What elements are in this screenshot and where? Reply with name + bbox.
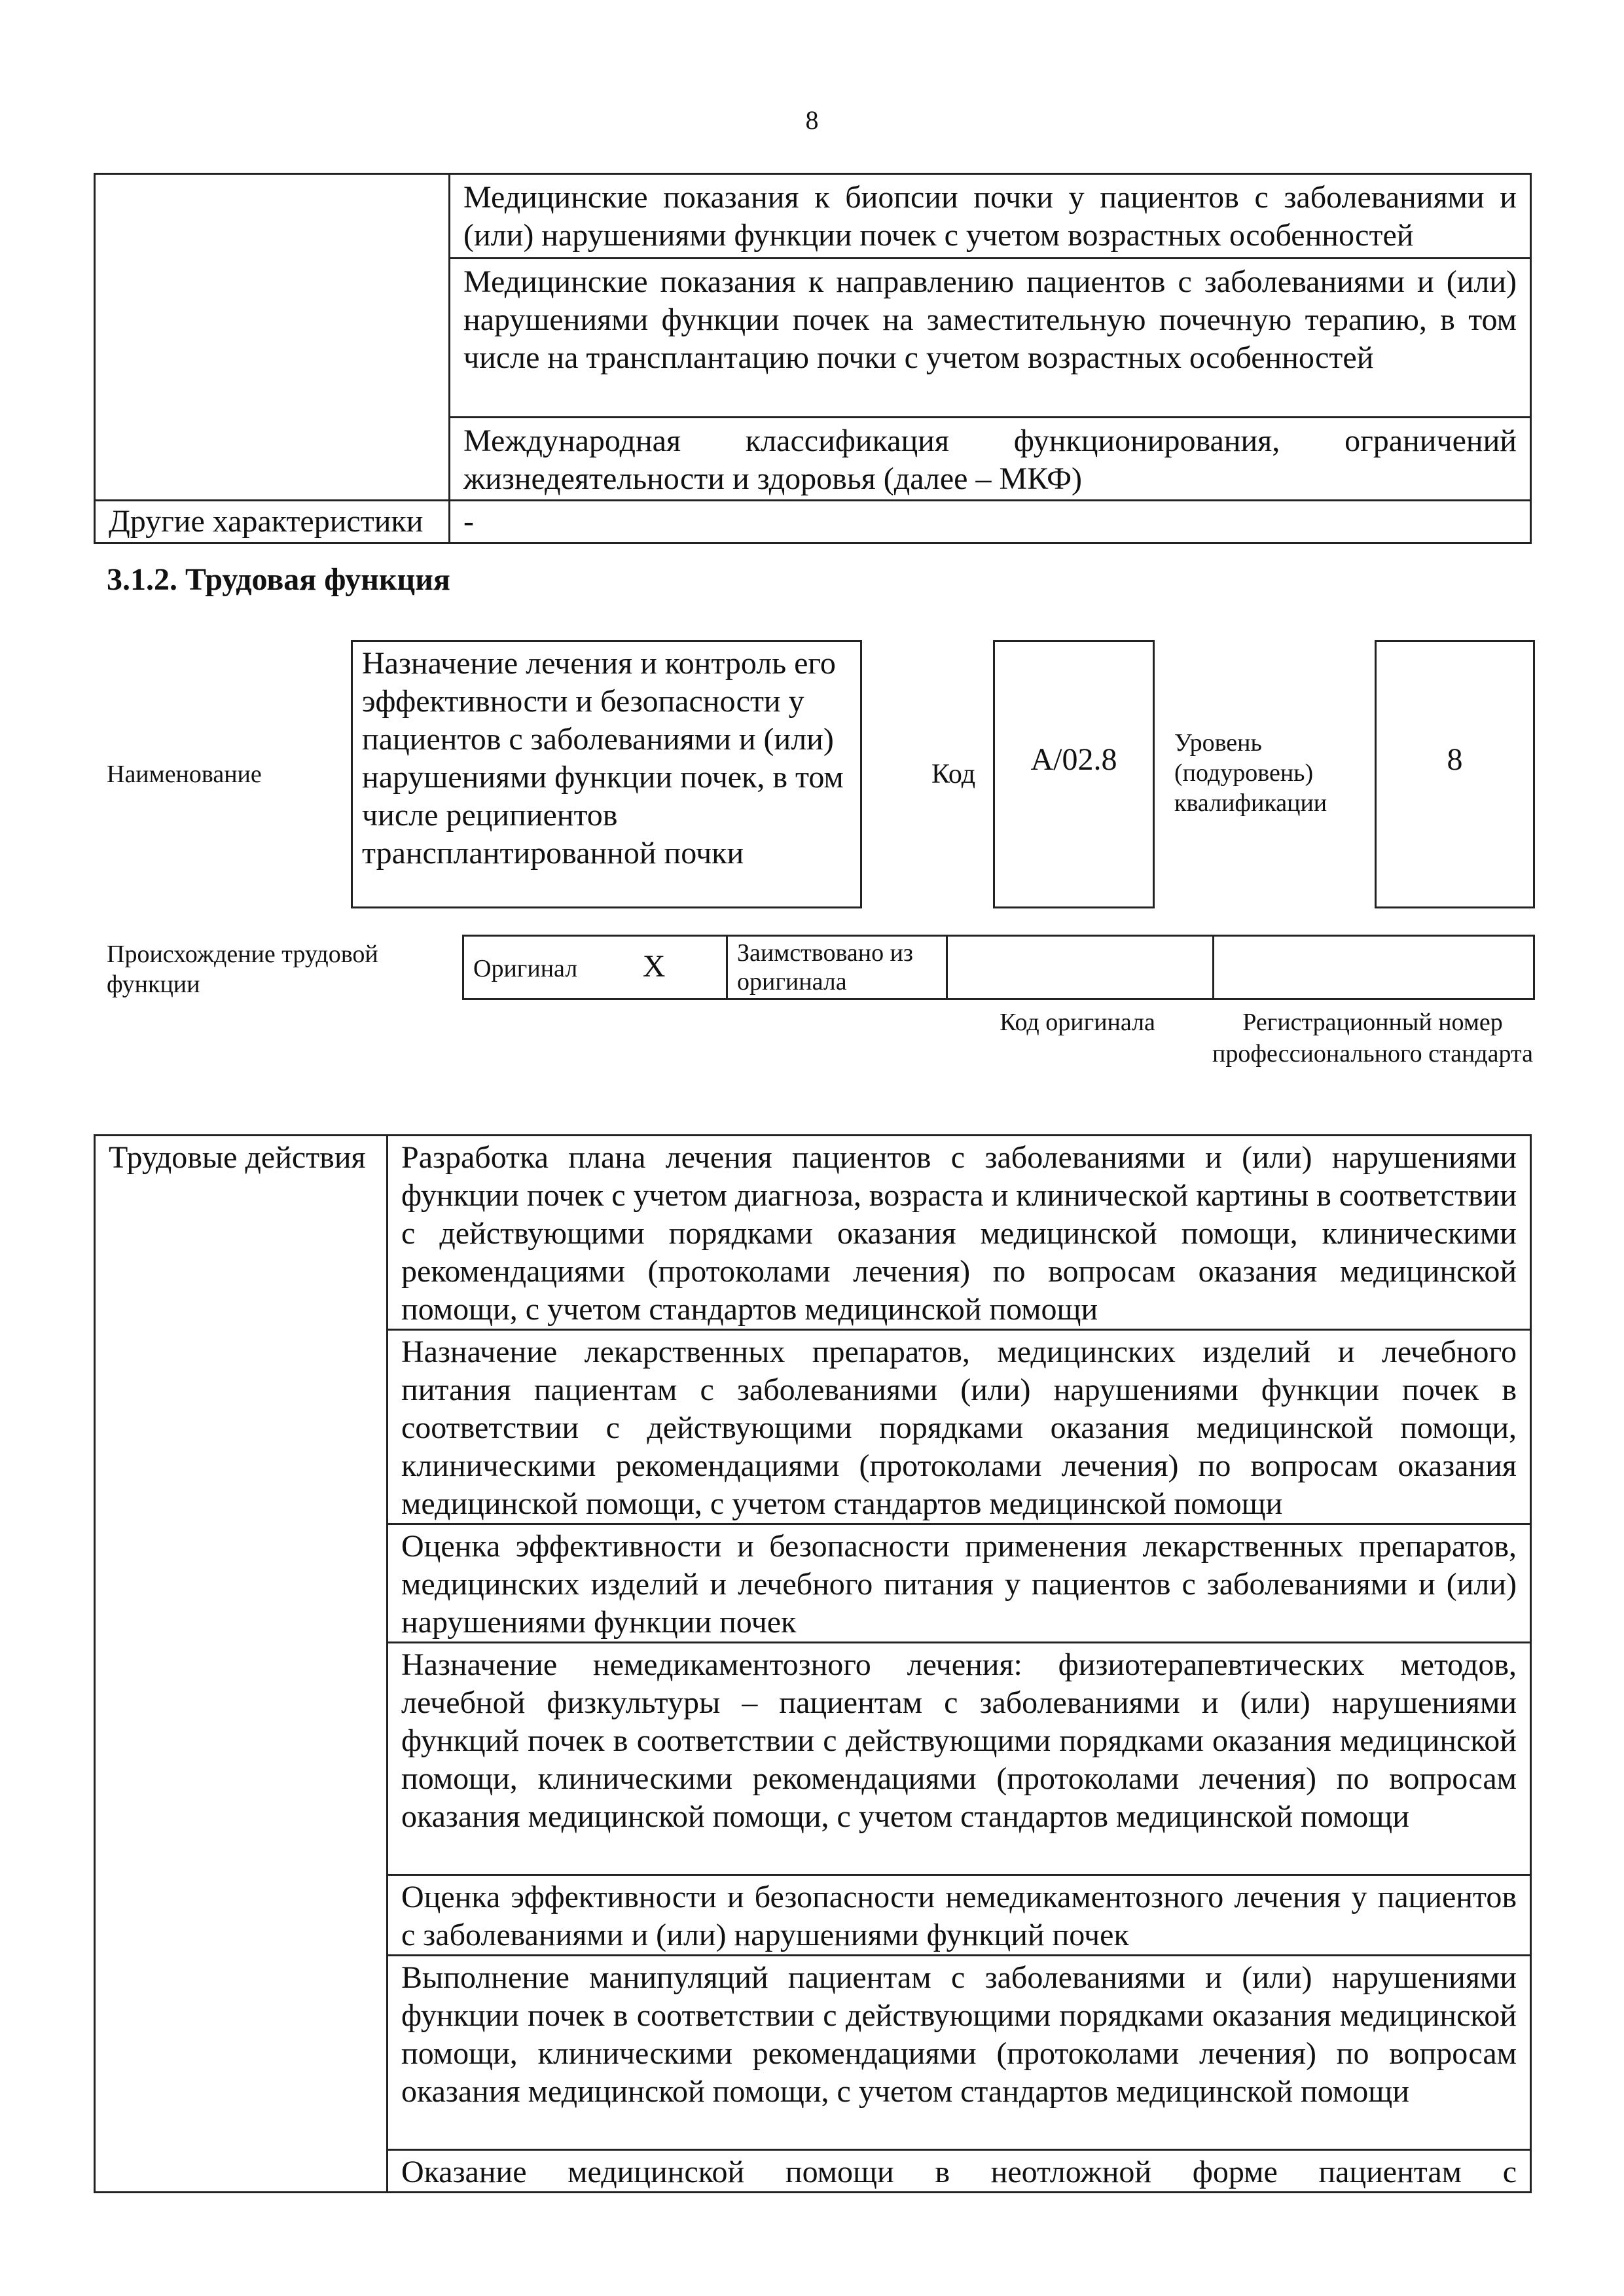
original-label: Оригинал bbox=[473, 954, 578, 982]
original-code-cell bbox=[947, 936, 1214, 999]
labor-action: Оказание медицинской помощи в неотложной форме пациентам с bbox=[388, 2150, 1531, 2193]
other-characteristics-label: Другие характеристики bbox=[95, 501, 450, 543]
origin-label: Происхождение трудовой функции bbox=[107, 941, 378, 998]
labor-action: Назначение немедикаментозного лечения: физиотерапевтических методов, лечебной физкультуры – пациентам с заболеваниями и (или) нарушениями функций почек в соответствии с действующими порядками оказания медицинской помощи, клиническими рекомендациями (протоколами лечения) по вопросам оказания медицинской помощи, с учетом стандартов медицинской помощи bbox=[388, 1643, 1531, 1875]
table-cell: Международная классификация функционирования, ограничений жизнедеятельности и здоровья (далее – МКФ) bbox=[450, 418, 1531, 501]
original-mark: X bbox=[642, 948, 666, 984]
characteristics-table bbox=[94, 173, 1532, 544]
page-number: 8 bbox=[805, 105, 819, 135]
registration-number-cell bbox=[1214, 936, 1534, 999]
original-cell bbox=[463, 936, 727, 999]
table-cell: Медицинские показания к биопсии почки у пациентов с заболеваниями и (или) нарушениями функции почек с учетом возрастных особенностей bbox=[450, 174, 1531, 259]
borrowed-label: Заимствовано из оригинала bbox=[727, 936, 947, 999]
labor-action: Назначение лекарственных препаратов, медицинских изделий и лечебного питания пациентам с заболеваниями (или) нарушениями функции почек в соответствии с действующими порядками оказания медицинской помощи, клиническими рекомендациями (протоколами лечения) по вопросам оказания медицинской помощи, с учетом стандартов медицинской помощи bbox=[388, 1330, 1531, 1524]
table-row bbox=[95, 501, 1531, 543]
labor-action: Выполнение манипуляций пациентам с заболеваниями и (или) нарушениями функции почек в соответствии с действующими порядками оказания медицинской помощи, клиническими рекомендациями (протоколами лечения) по вопросам оказания медицинской помощи, с учетом стандартов медицинской помощи bbox=[388, 1956, 1531, 2150]
original-code-caption: Код оригинала bbox=[1000, 1009, 1155, 1036]
level-label: Уровень (подуровень) квалификации bbox=[1174, 729, 1327, 817]
labor-action: Оценка эффективности и безопасности немедикаментозного лечения у пациентов с заболеваниями и (или) нарушениями функций почек bbox=[388, 1875, 1531, 1956]
table-row bbox=[95, 174, 1531, 259]
labor-action: Оценка эффективности и безопасности применения лекарственных препаратов, медицинских изделий и лечебного питания у пациентов с заболеваниями и (или) нарушениями функции почек bbox=[388, 1524, 1531, 1643]
table-row bbox=[95, 1136, 1531, 1330]
function-name-box: Назначение лечения и контроль его эффективности и безопасности у пациентов с заболеваниями и (или) нарушениями функции почек, в том числе реципиентов трансплантированной почки bbox=[351, 640, 862, 908]
name-label: Наименование bbox=[107, 761, 262, 788]
registration-number-caption: Регистрационный номер профессионального стандарта bbox=[1212, 1009, 1533, 1067]
origin-table bbox=[462, 935, 1535, 1000]
section-heading: 3.1.2. Трудовая функция bbox=[107, 562, 450, 597]
level-value-box: 8 bbox=[1375, 640, 1535, 908]
labor-action: Разработка плана лечения пациентов с заболеваниями и (или) нарушениями функции почек с учетом диагноза, возраста и клинической картины в соответствии с действующими порядками оказания медицинской помощи, клиническими рекомендациями (протоколами лечения) по вопросам оказания медицинской помощи, с учетом стандартов медицинской помощи bbox=[388, 1136, 1531, 1330]
labor-actions-table bbox=[94, 1134, 1532, 2193]
code-label: Код bbox=[931, 759, 976, 789]
other-characteristics-value: - bbox=[450, 501, 1531, 543]
table-cell: Медицинские показания к направлению пациентов с заболеваниями и (или) нарушениями функции почек на заместительную почечную терапию, в том числе на трансплантацию почки с учетом возрастных особенностей bbox=[450, 259, 1531, 418]
labor-actions-label: Трудовые действия bbox=[95, 1136, 388, 2193]
code-value-box: А/02.8 bbox=[993, 640, 1155, 908]
empty-label-cell bbox=[95, 174, 450, 501]
